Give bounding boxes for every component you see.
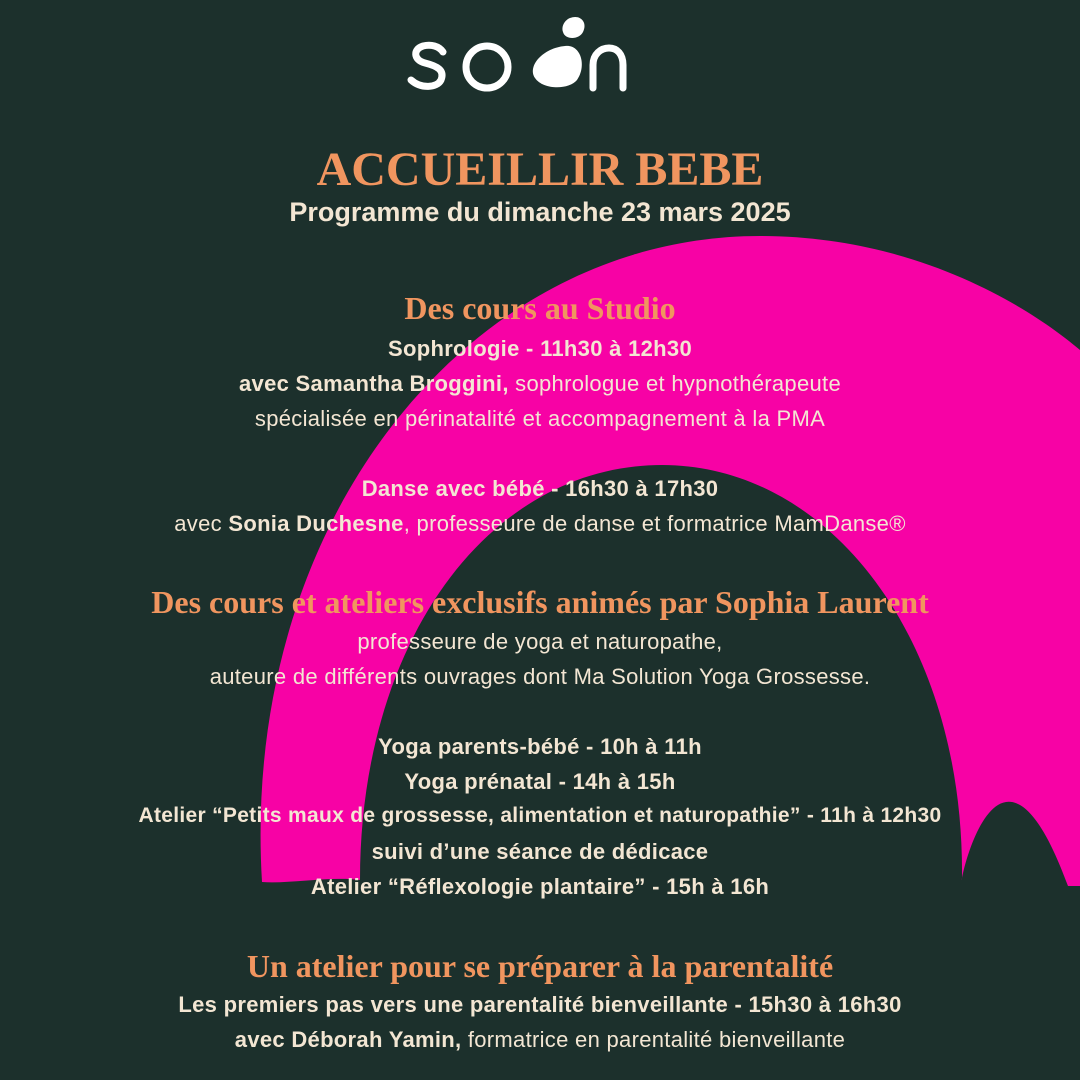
soin-logo [405, 10, 635, 95]
teacher-name: Sonia Duchesne [228, 511, 404, 536]
workshop-item: Yoga prénatal - 14h à 15h [404, 769, 676, 794]
section-parentalite-heading: Un atelier pour se préparer à la parentalité [246, 948, 834, 984]
sophrologie-desc: spécialisée en périnatalité et accompagnement à la PMA [254, 406, 826, 431]
section-exclusive-heading: Des cours et ateliers exclusifs animés par Sophia Laurent [151, 584, 929, 620]
page-title: ACCUEILLIR BEBE [316, 143, 764, 196]
workshop-item: Yoga parents-bébé - 10h à 11h [378, 734, 702, 759]
sophia-desc-2: auteure de différents ouvrages dont Ma Solution Yoga Grossesse. [209, 664, 871, 689]
teacher-desc: formatrice en parentalité bienveillante [461, 1027, 846, 1052]
parentalite-title: Les premiers pas vers une parentalité bienveillante - 15h30 à 16h30 [178, 992, 902, 1017]
parentalite-teacher [0, 1027, 1080, 1053]
teacher-name: avec Déborah Yamin, [234, 1027, 462, 1052]
workshop-item: Atelier “Réflexologie plantaire” - 15h à 16h [310, 874, 770, 899]
danse-title: Danse avec bébé - 16h30 à 17h30 [361, 476, 719, 501]
teacher-desc: , professeure de danse et formatrice MamDanse® [403, 511, 906, 536]
page-subtitle: Programme du dimanche 23 mars 2025 [289, 197, 791, 227]
teacher-desc: sophrologue et hypnothérapeute [508, 371, 841, 396]
sophrologie-teacher [0, 371, 1080, 397]
danse-teacher [0, 511, 1080, 537]
avec-text: avec [174, 511, 229, 536]
sophrologie-title: Sophrologie - 11h30 à 12h30 [388, 336, 692, 361]
workshop-item: suivi d’une séance de dédicace [371, 839, 709, 864]
sophia-desc-1: professeure de yoga et naturopathe, [357, 629, 723, 654]
section-studio-heading: Des cours au Studio [404, 290, 676, 326]
teacher-name: avec Samantha Broggini, [239, 371, 509, 396]
workshop-item: Atelier “Petits maux de grossesse, alimentation et naturopathie” - 11h à 12h30 [138, 804, 942, 827]
